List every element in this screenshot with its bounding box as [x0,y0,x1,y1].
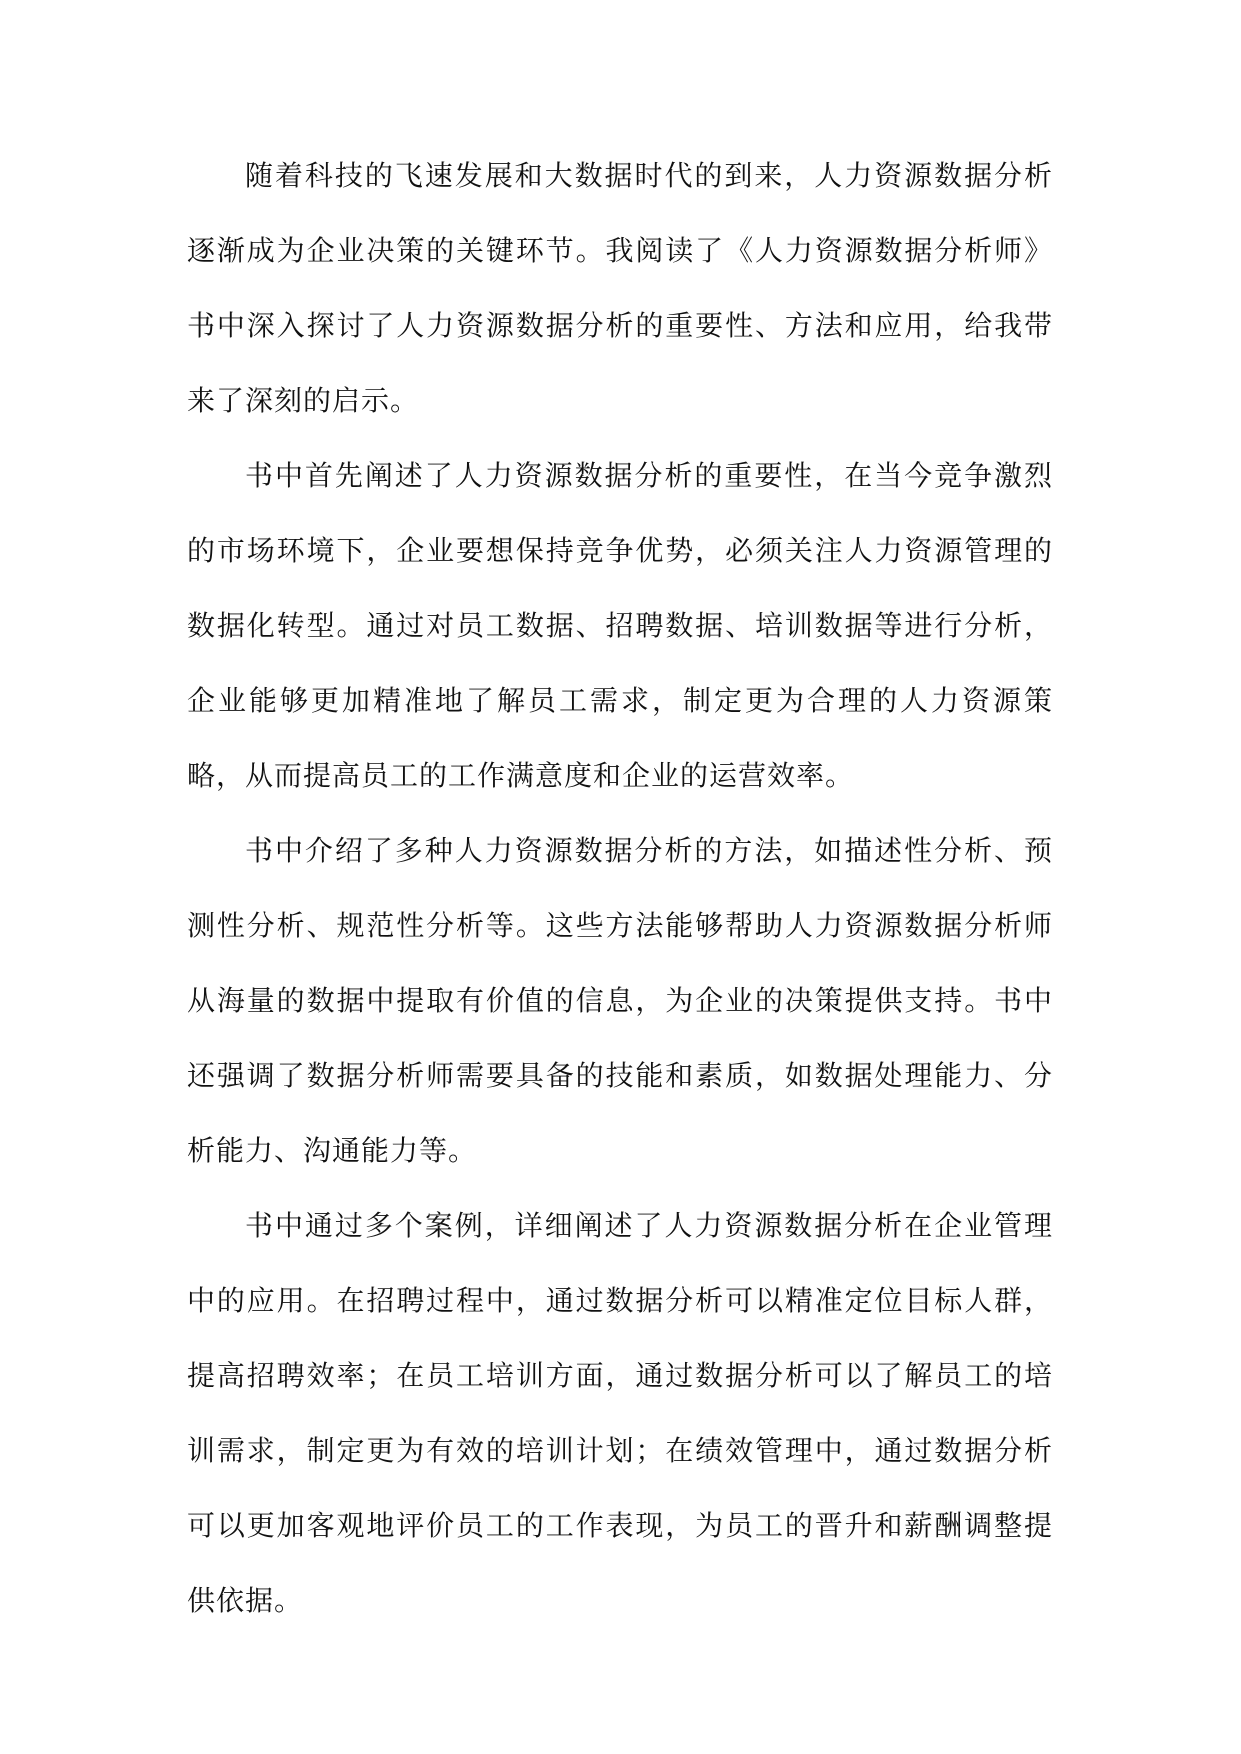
paragraph-importance: 书中首先阐述了人力资源数据分析的重要性，在当今竞争激烈的市场环境下，企业要想保持竞争优势，必须关注人力资源管理的数据化转型。通过对员工数据、招聘数据、培训数据等进行分析，企业能够更加精准地了解员工需求，制定更为合理的人力资源策略，从而提高员工的工作满意度和企业的运营效率。 [187,459,1053,792]
paragraph-methods: 书中介绍了多种人力资源数据分析的方法，如描述性分析、预测性分析、规范性分析等。这些方法能够帮助人力资源数据分析师从海量的数据中提取有价值的信息，为企业的决策提供支持。书中还强调了数据分析师需要具备的技能和素质，如数据处理能力、分析能力、沟通能力等。 [187,834,1053,1167]
paragraph-intro: 随着科技的飞速发展和大数据时代的到来，人力资源数据分析逐渐成为企业决策的关键环节。我阅读了《人力资源数据分析师》书中深入探讨了人力资源数据分析的重要性、方法和应用，给我带来了深刻的启示。 [187,159,1053,417]
paragraph-applications: 书中通过多个案例，详细阐述了人力资源数据分析在企业管理中的应用。在招聘过程中，通过数据分析可以精准定位目标人群，提高招聘效率；在员工培训方面，通过数据分析可以了解员工的培训需求，制定更为有效的培训计划；在绩效管理中，通过数据分析可以更加客观地评价员工的工作表现，为员工的晋升和薪酬调整提供依据。 [187,1209,1053,1617]
document-body [187,138,1053,1638]
